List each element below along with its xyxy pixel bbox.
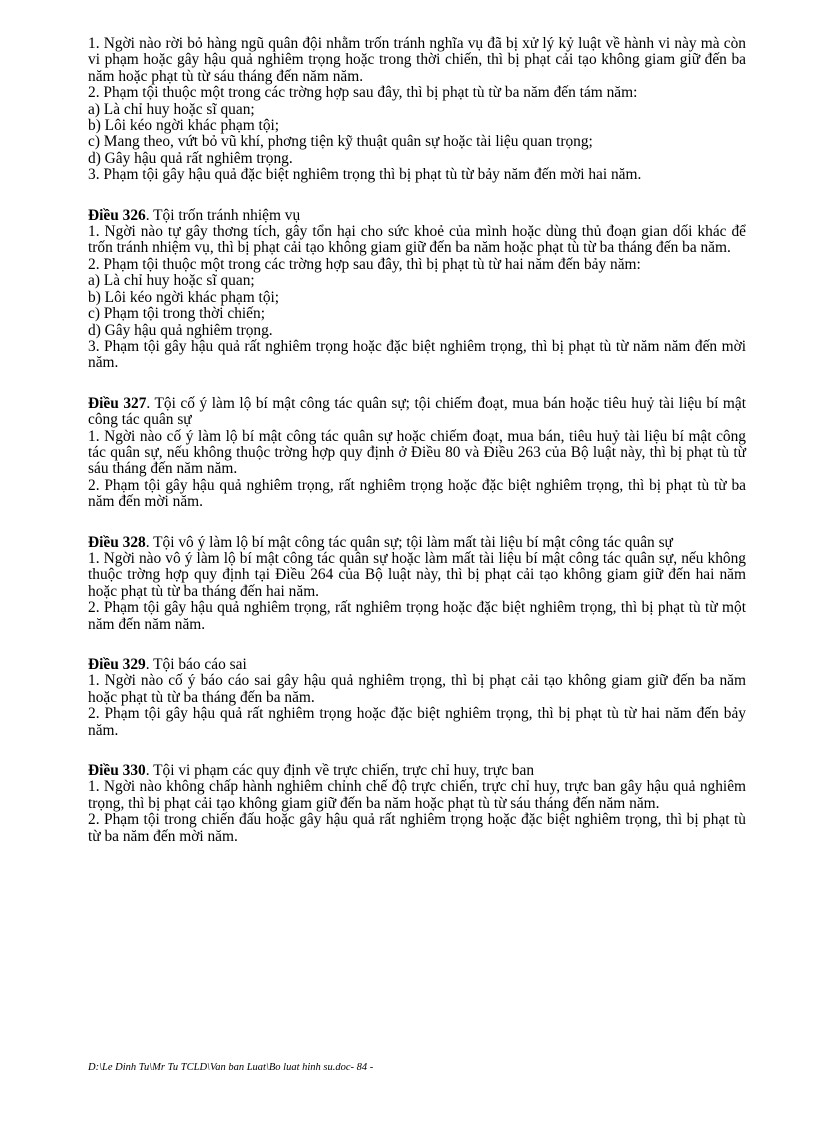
article-heading: Điều 329. Tội báo cáo sai	[88, 656, 247, 673]
article-number: Điều 330	[88, 762, 146, 780]
article-title: Tội cố ý làm lộ bí mật công tác quân sự; tội chiếm đoạt, mua bán hoặc tiêu huỷ tài liệu bí mật công tác quân sự	[88, 394, 746, 429]
paragraph: 1. Ngời nào rời bỏ hàng ngũ quân đội nhằm trốn tránh nghĩa vụ đã bị xử lý kỷ luật về hành vi này mà còn vi phạm hoặc gây hậu quả nghiêm trọng hoặc trong thời chiến, thì bị phạt cải tạo không giam giữ đến ba năm hoặc phạt tù từ sáu tháng đến năm năm.	[88, 35, 746, 85]
list-item: d) Gây hậu quả nghiêm trọng.	[88, 321, 273, 339]
article-heading: Điều 326. Tội trốn tránh nhiệm vụ	[88, 206, 301, 224]
article-title: Tội vi phạm các quy định về trực chiến, trực chỉ huy, trực ban	[153, 762, 535, 780]
list-item: b) Lôi kéo ngời khác phạm tội;	[88, 288, 280, 306]
paragraph: 1. Ngời nào vô ý làm lộ bí mật công tác quân sự hoặc làm mất tài liệu bí mật công tác quân sự, nếu không thuộc trờng hợp quy định tại Điều 264 của Bộ luật này, thì bị phạt cải tạo không giam giữ đến hai năm hoặc phạt tù từ ba tháng đến hai năm.	[88, 549, 746, 600]
article-330	[88, 763, 746, 845]
article-heading: Điều 330. Tội vi phạm các quy định về trực chiến, trực chỉ huy, trực ban	[88, 762, 535, 780]
paragraph: 1. Ngời nào cố ý báo cáo sai gây hậu quả nghiêm trọng, thì bị phạt cải tạo không giam giữ đến ba năm hoặc phạt tù từ ba tháng đến ba năm.	[88, 672, 746, 706]
article-heading: Điều 328. Tội vô ý làm lộ bí mật công tác quân sự; tội làm mất tài liệu bí mật công tác quân sự	[88, 533, 673, 551]
paragraph: 2. Phạm tội thuộc một trong các trờng hợp sau đây, thì bị phạt tù từ hai năm đến bảy năm:	[88, 255, 641, 273]
paragraph: 3. Phạm tội gây hậu quả rất nghiêm trọng hoặc đặc biệt nghiêm trọng, thì bị phạt tù từ năm năm đến mời năm.	[88, 337, 746, 372]
article-number: Điều 326	[88, 206, 146, 224]
paragraph: 1. Ngời nào tự gây thơng tích, gây tổn hại cho sức khoẻ của mình hoặc dùng thủ đoạn gian dối khác để trốn tránh nhiệm vụ, thì bị phạt cải tạo không giam giữ đến ba năm hoặc phạt tù từ ba tháng đến ba năm.	[88, 223, 746, 257]
list-item: d) Gây hậu quả rất nghiêm trọng.	[88, 149, 293, 167]
footer-file-path: D:\Le Dinh Tu\Mr Tu TCLD\Van ban Luat\Bo luat hinh su.doc- 84 -	[88, 1062, 374, 1073]
paragraph: 2. Phạm tội trong chiến đấu hoặc gây hậu quả rất nghiêm trọng hoặc đặc biệt nghiêm trọng, thì bị phạt tù từ ba năm đến mời năm.	[88, 811, 746, 845]
list-item: a) Là chỉ huy hoặc sĩ quan;	[88, 100, 255, 118]
list-item: b) Lôi kéo ngời khác phạm tội;	[88, 117, 280, 135]
paragraph: 2. Phạm tội gây hậu quả rất nghiêm trọng hoặc đặc biệt nghiêm trọng, thì bị phạt tù từ hai năm đến bảy năm.	[88, 705, 746, 739]
list-item: c) Phạm tội trong thời chiến;	[88, 305, 265, 323]
article-title: Tội báo cáo sai	[153, 656, 247, 673]
article-heading: Điều 327. Tội cố ý làm lộ bí mật công tác quân sự; tội chiếm đoạt, mua bán hoặc tiêu huỷ tài liệu bí mật công tác quân sự	[88, 394, 746, 429]
article-327	[88, 396, 746, 511]
paragraph: 1. Ngời nào cố ý làm lộ bí mật công tác quân sự hoặc chiếm đoạt, mua bán, tiêu huỷ tài liệu bí mật công tác quân sự, nếu không thuộc trờng hợp quy định ở Điều 80 và Điều 263 của Bộ luật này, thì bị phạt tù từ sáu tháng đến năm năm.	[88, 427, 746, 478]
article-number: Điều 328	[88, 533, 146, 551]
article-329	[88, 657, 746, 739]
article-title: Tội trốn tránh nhiệm vụ	[153, 206, 301, 224]
article-number: Điều 329	[88, 656, 146, 673]
paragraph: 2. Phạm tội gây hậu quả nghiêm trọng, rất nghiêm trọng hoặc đặc biệt nghiêm trọng, thì bị phạt tù từ ba năm đến mời năm.	[88, 476, 746, 511]
article-title: Tội vô ý làm lộ bí mật công tác quân sự; tội làm mất tài liệu bí mật công tác quân sự	[153, 533, 673, 551]
document-body	[88, 36, 746, 845]
article-328	[88, 535, 746, 633]
list-item: c) Mang theo, vứt bỏ vũ khí, phơng tiện kỹ thuật quân sự hoặc tài liệu quan trọng;	[88, 133, 593, 151]
paragraph: 3. Phạm tội gây hậu quả đặc biệt nghiêm trọng thì bị phạt tù từ bảy năm đến mời hai năm.	[88, 166, 642, 184]
intro-section	[88, 36, 746, 184]
paragraph: 2. Phạm tội thuộc một trong các trờng hợp sau đây, thì bị phạt tù từ ba năm đến tám năm:	[88, 84, 638, 102]
paragraph: 2. Phạm tội gây hậu quả nghiêm trọng, rất nghiêm trọng hoặc đặc biệt nghiêm trọng, thì bị phạt tù từ một năm đến năm năm.	[88, 599, 746, 633]
list-item: a) Là chỉ huy hoặc sĩ quan;	[88, 272, 255, 290]
article-326	[88, 208, 746, 372]
article-number: Điều 327	[88, 394, 147, 412]
paragraph: 1. Ngời nào không chấp hành nghiêm chỉnh chế độ trực chiến, trực chỉ huy, trực ban gây hậu quả nghiêm trọng, thì bị phạt cải tạo không giam giữ đến ba năm hoặc phạt tù từ sáu tháng đến năm năm.	[88, 778, 746, 812]
